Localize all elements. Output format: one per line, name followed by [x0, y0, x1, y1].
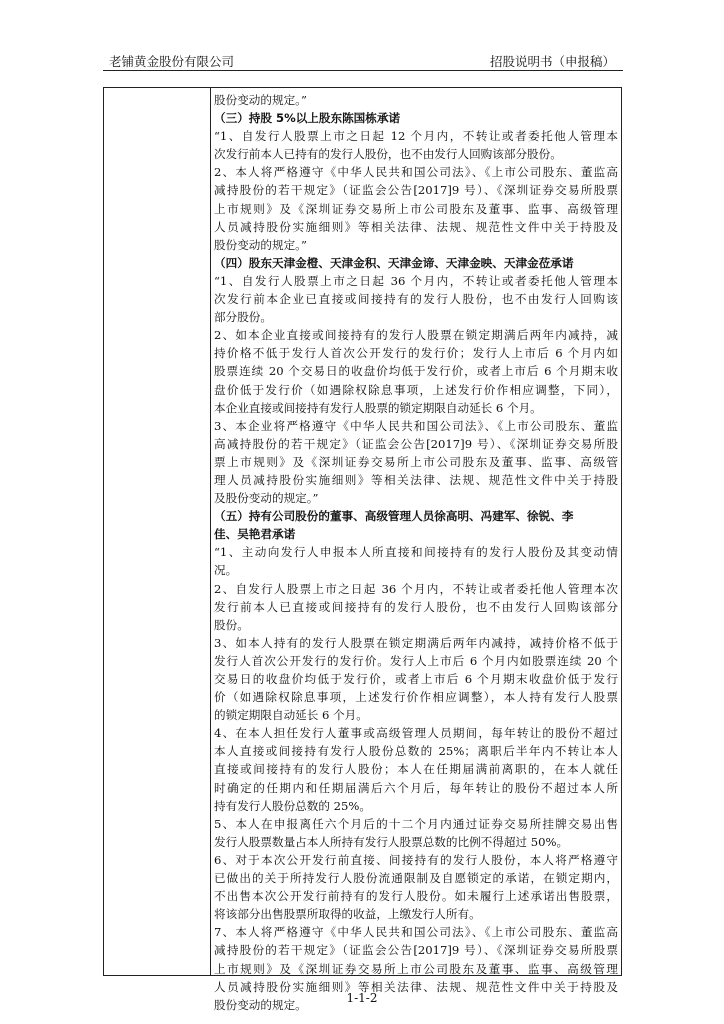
text-line: 上市规则》及《深圳证券交易所上市公司股东及董事、监事、高级管理	[214, 201, 618, 216]
text-line: 直接或间接持有的发行人股份；本人在任期届满前离职的，在本人就任	[214, 762, 618, 777]
text-line: 不出售本次公开发行前持有的发行人股份。如未履行上述承诺出售股票，	[214, 889, 618, 904]
text-line: 发行人首次公开发行的发行价。发行人上市后 6 个月内如股票连续 20 个	[214, 653, 618, 668]
text-line: “1、主动向发行人申报本人所直接和间接持有的发行人股份及其变动情	[214, 545, 618, 560]
company-name: 老铺黄金股份有限公司	[109, 54, 235, 69]
text-line: 时确定的任期内和任期届满后六个月后，每年转让的股份不超过本人所	[214, 780, 618, 795]
page-number: 1-1-2	[346, 991, 378, 1005]
column-divider	[210, 88, 211, 975]
text-line: 2、自发行人股票上市之日起 36 个月内，不转让或者委托他人管理本次	[214, 581, 618, 596]
text-line: 人员减持股份实施细则》等相关法律、法规、规范性文件中关于持股及	[214, 979, 618, 994]
section-heading-line: （五）持有公司股份的董事、高级管理人员徐高明、冯建军、徐锐、李	[214, 509, 574, 524]
document-title: 招股说明书（申报稿）	[489, 54, 615, 69]
text-line: 将该部分出售股票所取得的收益，上缴发行人所有。	[214, 907, 481, 922]
text-line: 交易日的收盘价均低于发行价，或者上市后 6 个月期末收盘价低于发行	[214, 672, 618, 686]
section-heading-line: （三）持股 5%以上股东陈国栋承诺	[214, 111, 401, 126]
section-heading-line: 佳、吴艳君承诺	[214, 527, 296, 542]
text-line: 股份变动的规定。	[214, 997, 307, 1012]
text-line: 减持股份的若干规定》（证监会公告[2017]9 号）、《深圳证券交易所股票	[214, 183, 618, 198]
commitment-text-cell	[214, 91, 618, 1014]
text-line: 3、如本人持有的发行人股票在锁定期满后两年内减持，减持价格不低于	[214, 635, 618, 650]
text-line: 2、如本企业直接或间接持有的发行人股票在锁定期满后两年内减持，减	[214, 328, 618, 343]
text-line: 及股份变动的规定。”	[214, 491, 319, 506]
text-line: 次发行前本人已持有的发行人股份，也不由发行人回购该部分股份。	[214, 147, 562, 162]
text-line: 2、本人将严格遵守《中华人民共和国公司法》、《上市公司股东、董监高	[214, 165, 618, 180]
text-line: 的锁定期限自动延长 6 个月。	[214, 708, 368, 723]
text-line: 况。	[214, 563, 238, 578]
text-line: 3、本企业将严格遵守《中华人民共和国公司法》、《上市公司股东、董监	[214, 418, 618, 433]
text-line: 6、对于本次公开发行前直接、间接持有的发行人股份，本人将严格遵守	[214, 852, 618, 867]
text-line: 4、在本人担任发行人董事或高级管理人员期间，每年转让的股份不超过	[214, 726, 618, 741]
text-line: 发行人股票数量占本人所持有发行人股票总数的比例不得超过 50%。	[214, 834, 569, 849]
text-line: 高减持股份的若干规定》（证监会公告[2017]9 号）、《深圳证券交易所股	[214, 436, 618, 451]
text-line: 上市规则》及《深圳证券交易所上市公司股东及董事、监事、高级管理	[214, 961, 618, 976]
text-line: “1、自发行人股票上市之日起 36 个月内，不转让或者委托他人管理本	[214, 273, 618, 288]
text-line: 股票连续 20 个交易日的收盘价均低于发行价，或者上市后 6 个月期末收	[214, 364, 618, 379]
text-line: 股份。	[214, 617, 249, 632]
text-line: 部分股份。	[214, 310, 272, 325]
text-line: 持有发行人股份总数的 25%。	[214, 798, 371, 813]
text-line: 持价格不低于发行人首次公开发行的发行价；发行人上市后 6 个月内如	[214, 346, 618, 361]
text-line: 减持股份的若干规定》（证监会公告[2017]9 号）、《深圳证券交易所股票	[214, 943, 618, 958]
text-line: 人员减持股份实施细则》等相关法律、法规、规范性文件中关于持股及	[214, 219, 618, 234]
text-line: 已做出的关于所持发行人股份流通限制及自愿锁定的承诺，在锁定期内，	[214, 871, 618, 886]
text-line: 股份变动的规定。”	[214, 237, 307, 252]
text-line: 理人员减持股份实施细则》等相关法律、法规、规范性文件中关于持股	[214, 472, 618, 487]
text-line: 盘价低于发行价（如遇除权除息事项，上述发行价作相应调整，下同），	[214, 382, 618, 397]
text-line: 次发行前本企业已直接或间接持有的发行人股份，也不由发行人回购该	[214, 292, 618, 307]
text-line: 票上市规则》及《深圳证券交易所上市公司股东及董事、监事、高级管	[214, 454, 618, 469]
text-line: 5、本人在申报离任六个月后的十二个月内通过证券交易所挂牌交易出售	[214, 816, 618, 831]
text-line: 价（如遇除权除息事项，上述发行价作相应调整），本人持有发行人股票	[214, 690, 618, 705]
text-line: 7、本人将严格遵守《中华人民共和国公司法》、《上市公司股东、董监高	[214, 925, 618, 940]
text-line: 本人直接或间接持有发行人股份总数的 25%；离职后半年内不转让本人	[214, 744, 618, 759]
text-line: 股份变动的规定。”	[214, 93, 307, 107]
section-heading-line: （四）股东天津金橙、天津金积、天津金谛、天津金映、天津金莅承诺	[214, 255, 574, 270]
page-header	[103, 50, 623, 70]
text-line: “1、自发行人股票上市之日起 12 个月内，不转让或者委托他人管理本	[214, 129, 618, 144]
text-line: 发行前本人已直接或间接持有的发行人股份，也不由发行人回购该部分	[214, 599, 618, 614]
header-rule	[103, 70, 623, 71]
text-line: 本企业直接或间接持有发行人股票的锁定期限自动延长 6 个月。	[214, 400, 542, 415]
